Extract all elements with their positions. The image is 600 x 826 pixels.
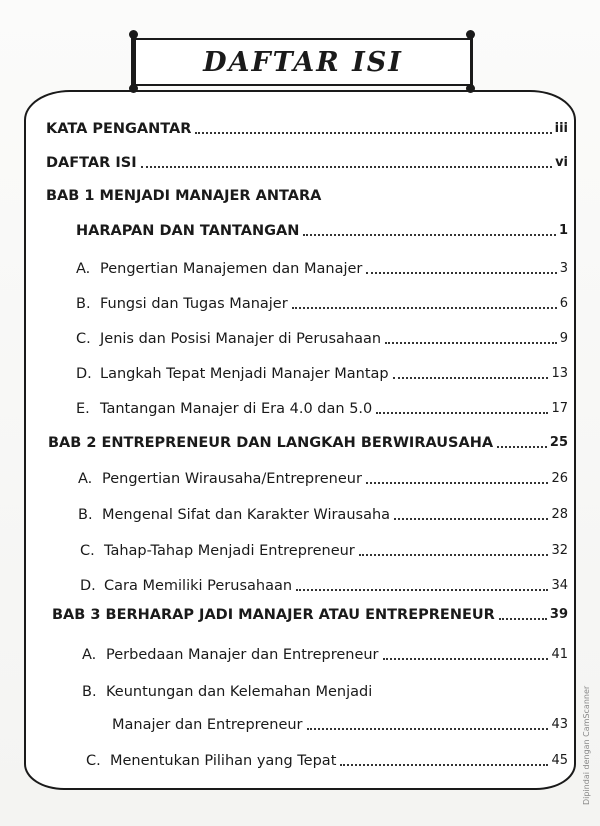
toc-entry: C. Jenis dan Posisi Manajer di Perusahaan 9 (76, 331, 568, 347)
toc-entry: A. Perbedaan Manajer dan Entrepreneur 41 (82, 647, 568, 663)
toc-entry: BAB 3 BERHARAP JADI MANAJER ATAU ENTREPRENEUR 39 (52, 607, 568, 623)
toc-entry: HARAPAN DAN TANTANGAN 1 (76, 223, 568, 239)
toc-entry: BAB 1 MENJADI MANAJER ANTARA (46, 188, 322, 204)
toc-entry: C. Tahap-Tahap Menjadi Entrepreneur 32 (80, 543, 568, 559)
toc-entry: BAB 2 ENTREPRENEUR DAN LANGKAH BERWIRAUSAHA 25 (48, 435, 568, 451)
toc-entry: E. Tantangan Manajer di Era 4.0 dan 5.0 17 (76, 401, 568, 417)
toc-entry: B. Keuntungan dan Kelemahan Menjadi (82, 684, 373, 700)
toc-entry: B. Mengenal Sifat dan Karakter Wirausaha 28 (78, 507, 568, 523)
scanner-watermark: Dipindai dengan CamScanner (582, 685, 591, 805)
toc-entry: B. Fungsi dan Tugas Manajer 6 (76, 296, 568, 312)
toc-entry: C. Menentukan Pilihan yang Tepat 45 (86, 753, 568, 769)
toc-entry: A. Pengertian Manajemen dan Manajer 3 (76, 261, 568, 277)
toc-entry: DAFTAR ISI vi (46, 155, 568, 171)
page-title: DAFTAR ISI (203, 46, 403, 78)
toc-entry: D. Cara Memiliki Perusahaan 34 (80, 578, 568, 594)
toc-entry: Manajer dan Entrepreneur 43 (112, 717, 568, 733)
toc-entry: KATA PENGANTAR iii (46, 121, 568, 137)
toc-entry: A. Pengertian Wirausaha/Entrepreneur 26 (78, 471, 568, 487)
toc-entry: D. Langkah Tepat Menjadi Manajer Mantap 13 (76, 366, 568, 382)
